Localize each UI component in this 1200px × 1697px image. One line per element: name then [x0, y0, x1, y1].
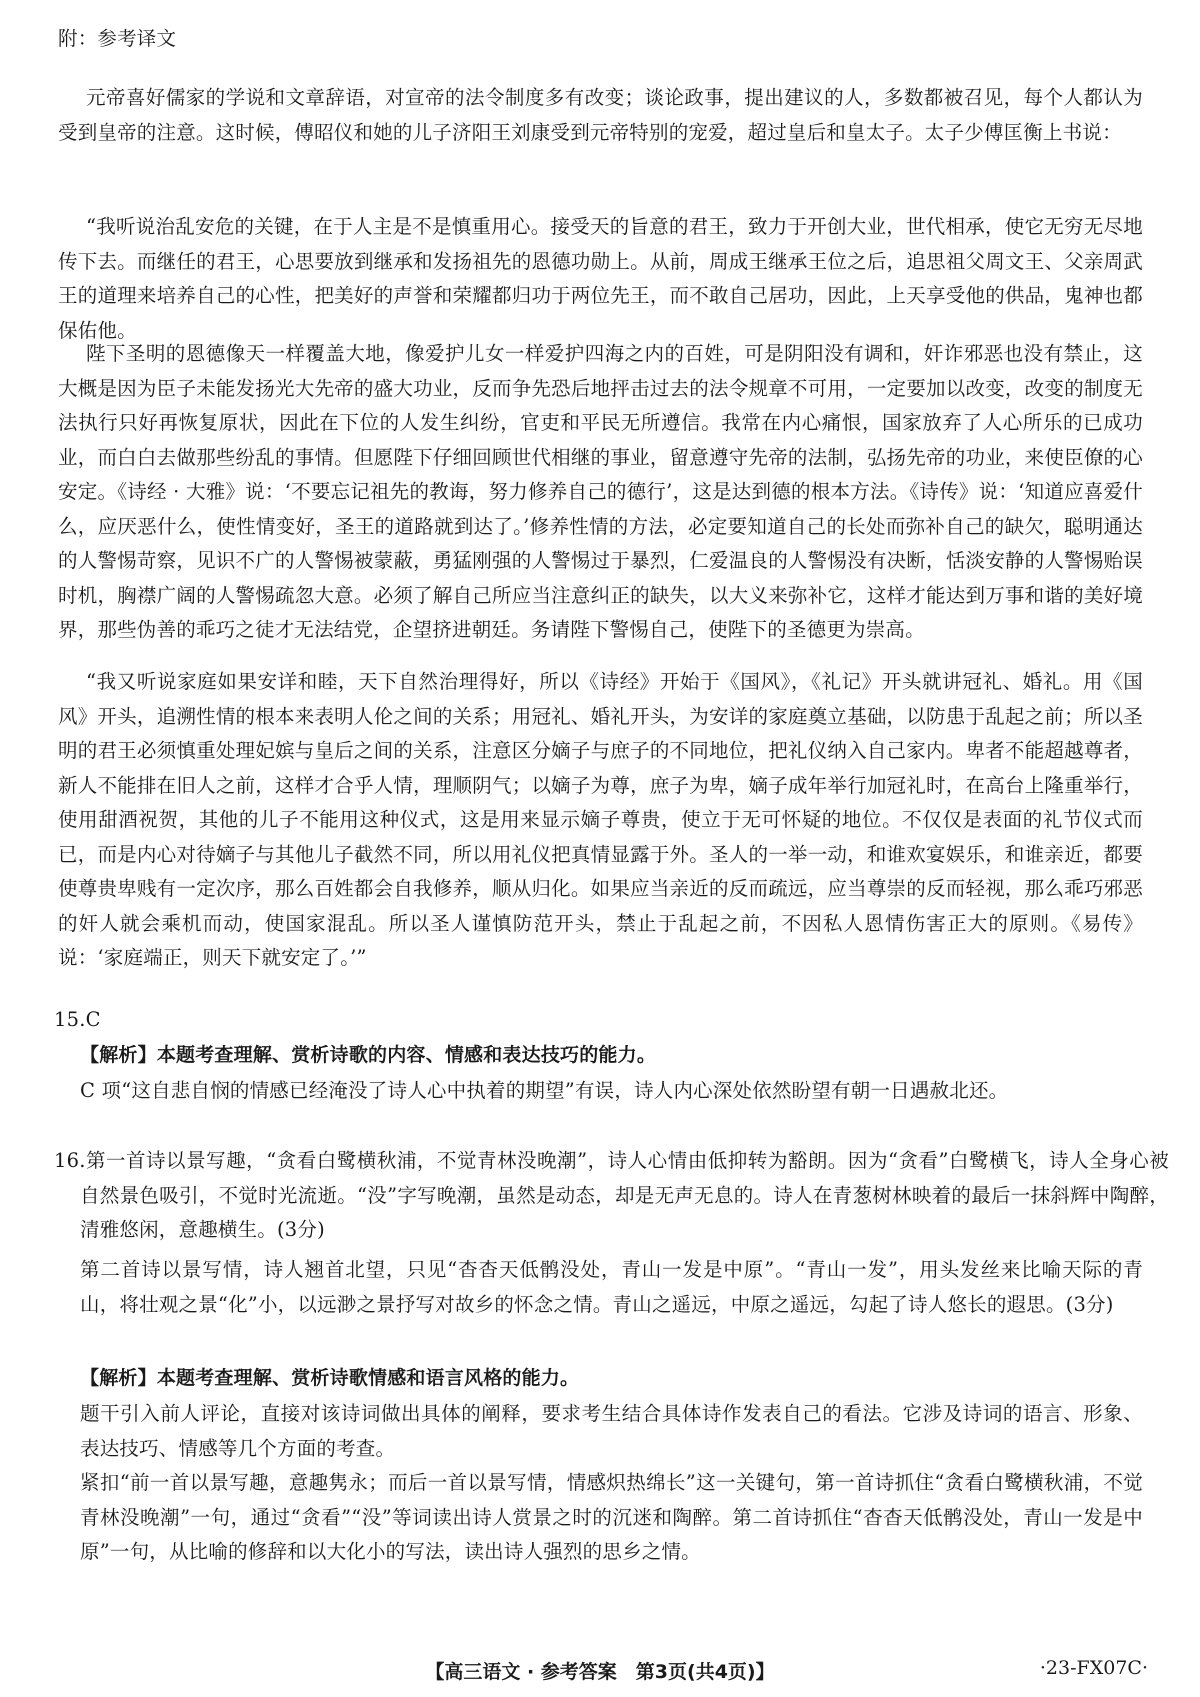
- q16-analysis: [80, 1361, 1143, 1396]
- q15-analysis-text: 本题考查理解、赏析诗歌的内容、情感和表达技巧的能力。: [156, 1044, 657, 1066]
- footer-code: ·23-FX07C·: [1039, 1657, 1148, 1679]
- q16-answer-block: [54, 1144, 1169, 1248]
- translation-paragraph-2: “我听说治乱安危的关键，在于人主是不是慎重用心。接受天的旨意的君王，致力于开创大业，世代相承，使它无穷无尽地传下去。而继任的君王，心思要放到继承和发扬祖先的恩德功勋上。从前，周成王继承王位之后，追思祖父周文王、父亲周武王的道理来培养自己的心性，把美好的声誉和荣耀都归功于两位先王，而不敢自己居功，因此，上天享受他的供品，鬼神也都保佑他。: [58, 215, 1143, 342]
- page-footer: [0, 1657, 1200, 1687]
- translation-heading: 附：参考译文: [58, 27, 177, 50]
- translation-paragraph-1: 元帝喜好儒家的学说和文章辞语，对宣帝的法令制度多有改变；谈论政事，提出建议的人，多数都被召见，每个人都认为受到皇帝的注意。这时候，傅昭仪和她的儿子济阳王刘康受到元帝特别的宠爱，超过皇后和皇太子。太子少傅匡衡上书说：: [58, 86, 1143, 144]
- translation-paragraph-3: 陛下圣明的恩德像天一样覆盖大地，像爱护儿女一样爱护四海之内的百姓，可是阴阳没有调和，奸诈邪恶也没有禁止，这大概是因为臣子未能发扬光大先帝的盛大功业，反而争先恐后地抨击过去的法令规章不可用，一定要加以改变，改变的制度无法执行只好再恢复原状，因此在下位的人发生纠纷，官吏和平民无所遵信。我常在内心痛恨，国家放弃了人心所乐的已成功业，而白白去做那些纷乱的事情。但愿陛下仔细回顾世代相继的事业，留意遵守先帝的法制，弘扬先帝的功业，来使臣僚的心安定。《诗经 · 大雅》说：‘不要忘记祖先的教诲，努力修养自己的德行’，这是达到德的根本方法。《诗传》说：‘知道应喜爱什么，应厌恶什么，使性情变好，圣王的道路就到达了。’修养性情的方法，必定要知道自己的长处而弥补自己的缺欠，聪明通达的人警惕苛察，见识不广的人警惕被蒙蔽，勇猛刚强的人警惕过于暴烈，仁爱温良的人警惕没有决断，恬淡安静的人警惕贻误时机，胸襟广阔的人警惕疏忽大意。必须了解自己所应当注意纠正的缺失，以大义来弥补它，这样才能达到万事和谐的美好境界，那些伪善的乖巧之徒才无法结党，企望挤进朝廷。务请陛下警惕自己，使陛下的圣德更为崇高。: [58, 342, 1143, 641]
- q16-analysis-paragraph-2: 紧扣“前一首以景写趣，意趣隽永；而后一首以景写情，情感炽热绵长”这一关键句，第一首诗抓住“贪看白鹭横秋浦，不觉青林没晚潮”一句，通过“贪看”“没”等词读出诗人赏景之时的沉迷和陶醉。第二首诗抓住“杳杳天低鹘没处，青山一发是中原”一句，从比喻的修辞和以大化小的写法，读出诗人强烈的思乡之情。: [80, 1471, 1143, 1563]
- footer-text: 【高三语文 · 参考答案 第3页(共4页)】: [425, 1661, 775, 1683]
- q16-answer-paragraph-2: 第二首诗以景写情，诗人翘首北望，只见“杳杳天低鹘没处，青山一发是中原”。“青山一发”，用头发丝来比喻天际的青山，将壮观之景“化”小，以远渺之景抒写对故乡的怀念之情。青山之遥远，中原之遥远，勾起了诗人悠长的遐思。(3分): [80, 1258, 1143, 1316]
- q15-answer: 15.C: [54, 1008, 101, 1031]
- q15-explanation: C 项“这自悲自悯的情感已经淹没了诗人心中执着的期望”有误，诗人内心深处依然盼望有朝一日遇赦北还。: [80, 1079, 1009, 1102]
- q15-analysis-tag: 【解析】: [80, 1044, 157, 1066]
- q16-answer-paragraph-1: 第一首诗以景写趣，“贪看白鹭横秋浦，不觉青林没晚潮”，诗人心情由低抑转为豁朗。因为“贪看”白鹭横飞，诗人全身心被自然景色吸引，不觉时光流逝。“没”字写晚潮，虽然是动态，却是无声无息的。诗人在青葱树林映着的最后一抹斜辉中陶醉，清雅悠闲，意趣横生。(3分): [80, 1149, 1169, 1241]
- q16-analysis-paragraph-1: 题干引入前人评论，直接对该诗词做出具体的阐释，要求考生结合具体诗作发表自己的看法。它涉及诗词的语言、形象、表达技巧、情感等几个方面的考查。: [80, 1402, 1143, 1460]
- translation-paragraph-4: “我又听说家庭如果安详和睦，天下自然治理得好，所以《诗经》开始于《国风》，《礼记》开头就讲冠礼、婚礼。用《国风》开头，追溯性情的根本来表明人伦之间的关系；用冠礼、婚礼开头，为安详的家庭奠立基础，以防患于乱起之前；所以圣明的君王必须慎重处理妃嫔与皇后之间的关系，注意区分嫡子与庶子的不同地位，把礼仪纳入自己家内。卑者不能超越尊者，新人不能排在旧人之前，这样才合乎人情，理顺阴气；以嫡子为尊，庶子为卑，嫡子成年举行加冠礼时，在高台上隆重举行，使用甜酒祝贺，其他的儿子不能用这种仪式，这是用来显示嫡子尊贵，使立于无可怀疑的地位。不仅仅是表面的礼节仪式而已，而是内心对待嫡子与其他儿子截然不同，所以用礼仪把真情显露于外。圣人的一举一动，和谁欢宴娱乐，和谁亲近，都要使尊贵卑贱有一定次序，那么百姓都会自我修养，顺从归化。如果应当亲近的反而疏远，应当尊崇的反而轻视，那么乖巧邪恶的奸人就会乘机而动，使国家混乱。所以圣人谨慎防范开头，禁止于乱起之前，不因私人恩情伤害正大的原则。《易传》说：‘家庭端正，则天下就安定了。’”: [58, 670, 1143, 969]
- q15-analysis: [80, 1038, 1143, 1073]
- q16-analysis-tag: 【解析】: [80, 1367, 157, 1389]
- q16-analysis-text: 本题考查理解、赏析诗歌情感和语言风格的能力。: [156, 1367, 580, 1389]
- q16-number: 16.: [54, 1149, 86, 1172]
